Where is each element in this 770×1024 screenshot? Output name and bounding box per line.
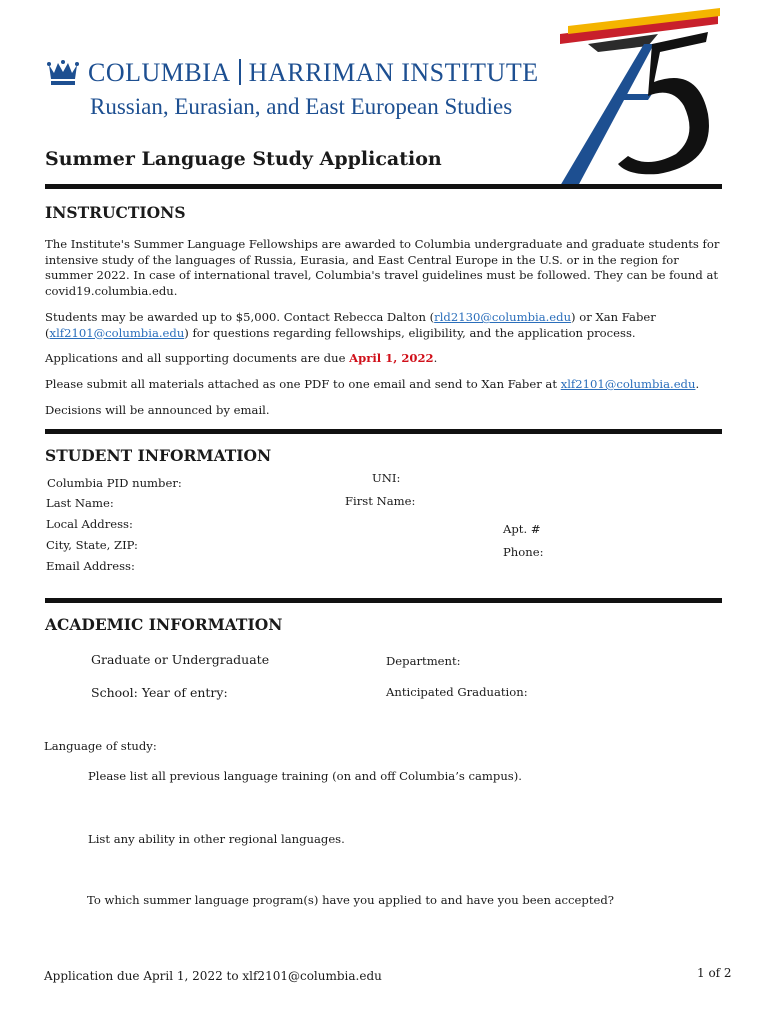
academic-info-heading: ACADEMIC INFORMATION bbox=[45, 615, 283, 634]
xan-email-link[interactable]: xlf2101@columbia.edu bbox=[49, 325, 185, 340]
p3-text-a: Applications and all supporting documents are due bbox=[45, 351, 350, 365]
instructions-paragraph-5: Decisions will be announced by email. bbox=[45, 403, 270, 417]
other-languages-label: List any ability in other regional languages. bbox=[88, 832, 345, 846]
footer-due-note: Application due April 1, 2022 to xlf2101@columbia.edu bbox=[44, 969, 382, 983]
p4-text-a: Please submit all materials attached as one PDF to one email and send to Xan Faber at bbox=[45, 377, 561, 391]
anniversary-75-logo bbox=[548, 4, 726, 192]
student-rule bbox=[45, 598, 722, 603]
uni-label: UNI: bbox=[372, 471, 401, 485]
p4-text-b: . bbox=[695, 377, 700, 391]
city-state-zip-label: City, State, ZIP: bbox=[46, 538, 138, 552]
student-info-heading: STUDENT INFORMATION bbox=[45, 446, 272, 465]
p2-text-a: Students may be awarded up to $5,000. Contact Rebecca Dalton ( bbox=[45, 310, 435, 324]
p2-text-b: ) or Xan Faber bbox=[571, 310, 656, 324]
instructions-paragraph-4 bbox=[45, 377, 725, 393]
instructions-paragraph-1: The Institute's Summer Language Fellowships are awarded to Columbia undergraduate and graduate students for intensive study of the languages of Russia, Eurasia, and East Central Europe in the U.S. or in the region for summer 2022. In case of international travel, Columbia's travel guidelines must be followed. They can be found at covid19.columbia.edu. bbox=[45, 237, 720, 298]
p2-text-c: for questions regarding fellowships, eligibility, and the application process. bbox=[188, 325, 636, 340]
submit-email-link[interactable]: xlf2101@columbia.edu bbox=[560, 377, 696, 391]
instructions-heading: INSTRUCTIONS bbox=[45, 203, 186, 222]
instructions-rule bbox=[45, 429, 722, 434]
pid-label: Columbia PID number: bbox=[47, 476, 182, 490]
grad-undergrad-label: Graduate or Undergraduate bbox=[91, 652, 270, 667]
programs-applied-label: To which summer language program(s) have you applied to and have you been accepted? bbox=[87, 893, 614, 907]
department-label: Department: bbox=[386, 654, 461, 668]
p3-text-b: . bbox=[433, 351, 438, 365]
rebecca-email-link[interactable]: rld2130@columbia.edu bbox=[434, 310, 572, 324]
institution-word: COLUMBIA bbox=[88, 58, 231, 87]
last-name-label: Last Name: bbox=[46, 496, 114, 510]
institution-name bbox=[88, 58, 539, 88]
institution-logo bbox=[46, 58, 539, 88]
previous-training-label: Please list all previous language training (on and off Columbia’s campus). bbox=[88, 769, 522, 783]
page-title: Summer Language Study Application bbox=[45, 148, 442, 170]
crown-icon bbox=[46, 59, 80, 87]
page-number: 1 of 2 bbox=[697, 966, 732, 980]
first-name-label: First Name: bbox=[345, 494, 416, 508]
language-of-study-label: Language of study: bbox=[44, 739, 157, 753]
due-date: April 1, 2022 bbox=[349, 351, 434, 365]
instructions-paragraph-3 bbox=[45, 351, 725, 367]
instructions-paragraph-2: Students may be awarded up to $5,000. Contact Rebecca Dalton (rld2130@columbia.edu) or Xan Faber (xlf2101@columbia.edu) for questions regarding fellowships, eligibility, and the application process. bbox=[45, 310, 656, 340]
phone-label: Phone: bbox=[503, 545, 544, 559]
title-rule bbox=[45, 184, 722, 189]
institute-word: HARRIMAN INSTITUTE bbox=[248, 58, 539, 87]
local-address-label: Local Address: bbox=[46, 517, 133, 531]
email-address-label: Email Address: bbox=[46, 559, 135, 573]
institute-subtitle: Russian, Eurasian, and East European Studies bbox=[90, 94, 513, 119]
school-year-label: School: Year of entry: bbox=[91, 685, 228, 700]
apt-label: Apt. # bbox=[503, 522, 541, 536]
anticipated-graduation-label: Anticipated Graduation: bbox=[386, 685, 528, 699]
divider bbox=[239, 59, 241, 85]
